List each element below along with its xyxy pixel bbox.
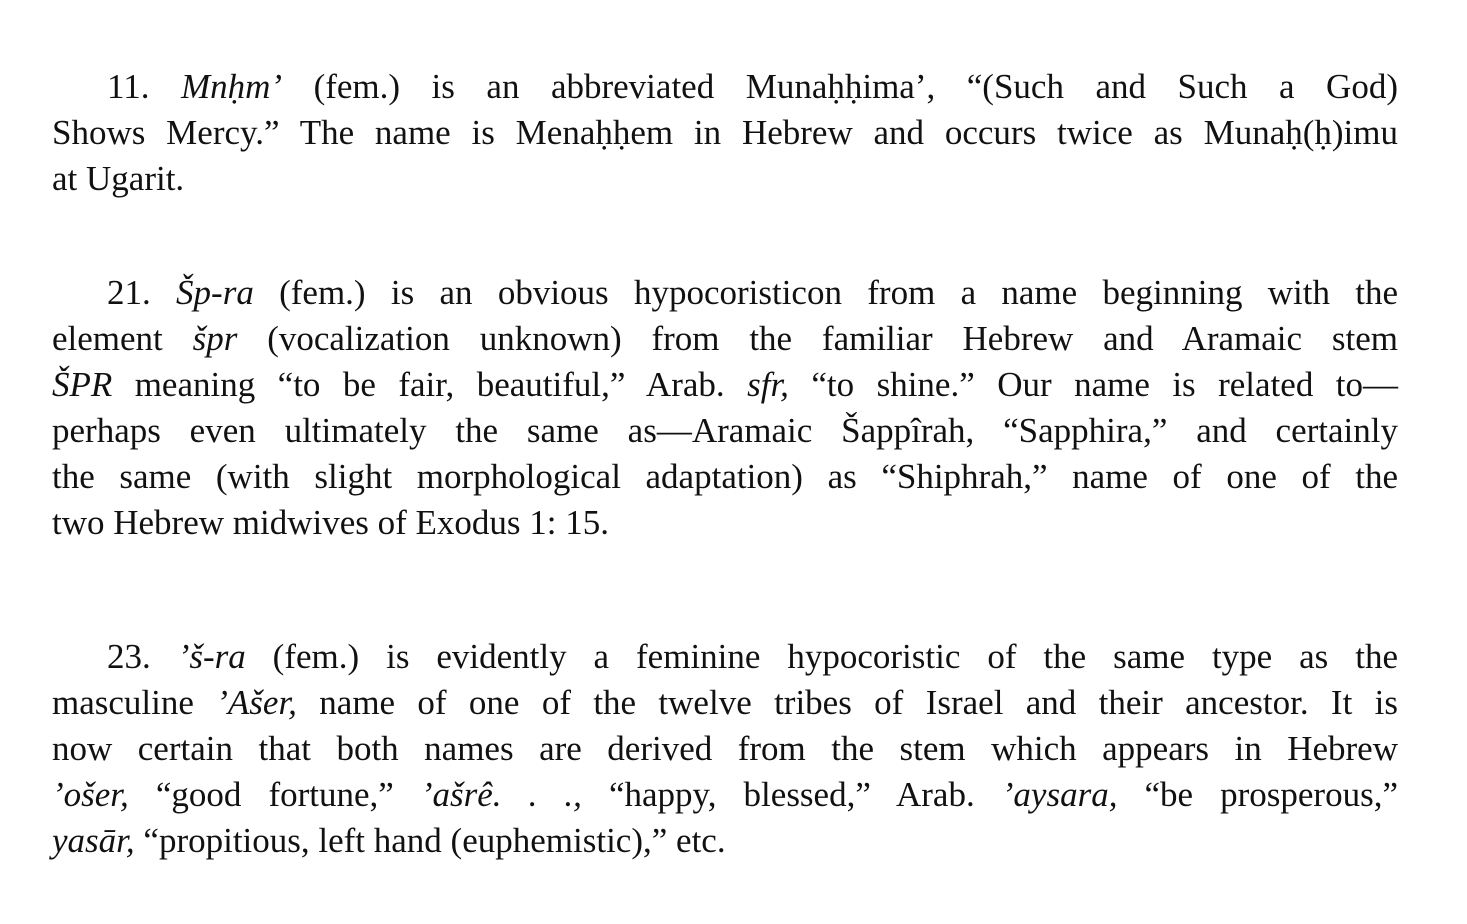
entry-text: name of one of the twelve tribes of Israel and their ancestor. It is (296, 683, 1398, 722)
entry-21-line-5: the same (with slight morphological adaptation) as “Shiphrah,” name of one of the (52, 457, 1398, 496)
entry-text: “be prosperous,” (1117, 775, 1398, 814)
entry-term: ’š-ra (177, 637, 246, 676)
entry-text: meaning “to be fair, beautiful,” Arab. (112, 365, 748, 404)
entry-text: “good fortune,” (128, 775, 421, 814)
entry-23 (52, 634, 1398, 864)
entry-11-line-2: Shows Mercy.” The name is Menaḥḥem in Hebrew and occurs twice as Munaḥ(ḥ)imu (52, 113, 1398, 152)
entry-term: Šp-ra (176, 273, 254, 312)
entry-21-line-2 (52, 316, 1398, 362)
italic-term: ’ošer, (52, 775, 129, 814)
entry-text: (fem.) is evidently a feminine hypocoristic of the same type as the (245, 637, 1398, 676)
entry-21-line-1 (52, 270, 1398, 316)
entry-21-line-6: two Hebrew midwives of Exodus 1: 15. (52, 503, 610, 542)
entry-text: masculine (52, 683, 217, 722)
entry-text: element (52, 319, 193, 358)
italic-term: ’ašrê. . ., (420, 775, 582, 814)
italic-term: sfr, (747, 365, 789, 404)
italic-term: yasār, (52, 821, 135, 860)
entry-11 (52, 64, 1398, 202)
entry-number: 21. (107, 273, 151, 312)
entry-text: “propitious, left hand (euphemistic),” etc. (134, 821, 726, 860)
entry-11-line-3: at Ugarit. (52, 159, 185, 198)
entry-23-line-5 (52, 818, 1398, 864)
entry-number: 11. (107, 67, 150, 106)
entry-23-line-1 (52, 634, 1398, 680)
entry-23-line-3: now certain that both names are derived from the stem which appears in Hebrew (52, 729, 1398, 768)
italic-term: špr (192, 319, 238, 358)
entry-21-line-4: perhaps even ultimately the same as—Aramaic Šappîrah, “Sapphira,” and certainly (52, 411, 1398, 450)
entry-text: “happy, blessed,” Arab. (581, 775, 1002, 814)
entry-text: (fem.) is an obvious hypocoristicon from a name beginning with the (253, 273, 1399, 312)
entry-21-line-3 (52, 362, 1398, 408)
italic-term: ’aysara, (1001, 775, 1118, 814)
entry-text: “to shine.” Our name is related to— (788, 365, 1398, 404)
italic-term: ŠPR (52, 365, 113, 404)
entry-11-line-1 (52, 64, 1398, 110)
entry-21 (52, 270, 1398, 546)
entry-number: 23. (107, 637, 151, 676)
entry-23-line-4 (52, 772, 1398, 818)
entry-text: (fem.) is an abbreviated Munaḥḥima’, “(Such and Such a God) (282, 67, 1398, 106)
entry-term: Mnḥm’ (180, 67, 283, 106)
entry-23-line-2 (52, 680, 1398, 726)
entry-text: (vocalization unknown) from the familiar Hebrew and Aramaic stem (237, 319, 1398, 358)
italic-term: ’Ašer, (216, 683, 297, 722)
